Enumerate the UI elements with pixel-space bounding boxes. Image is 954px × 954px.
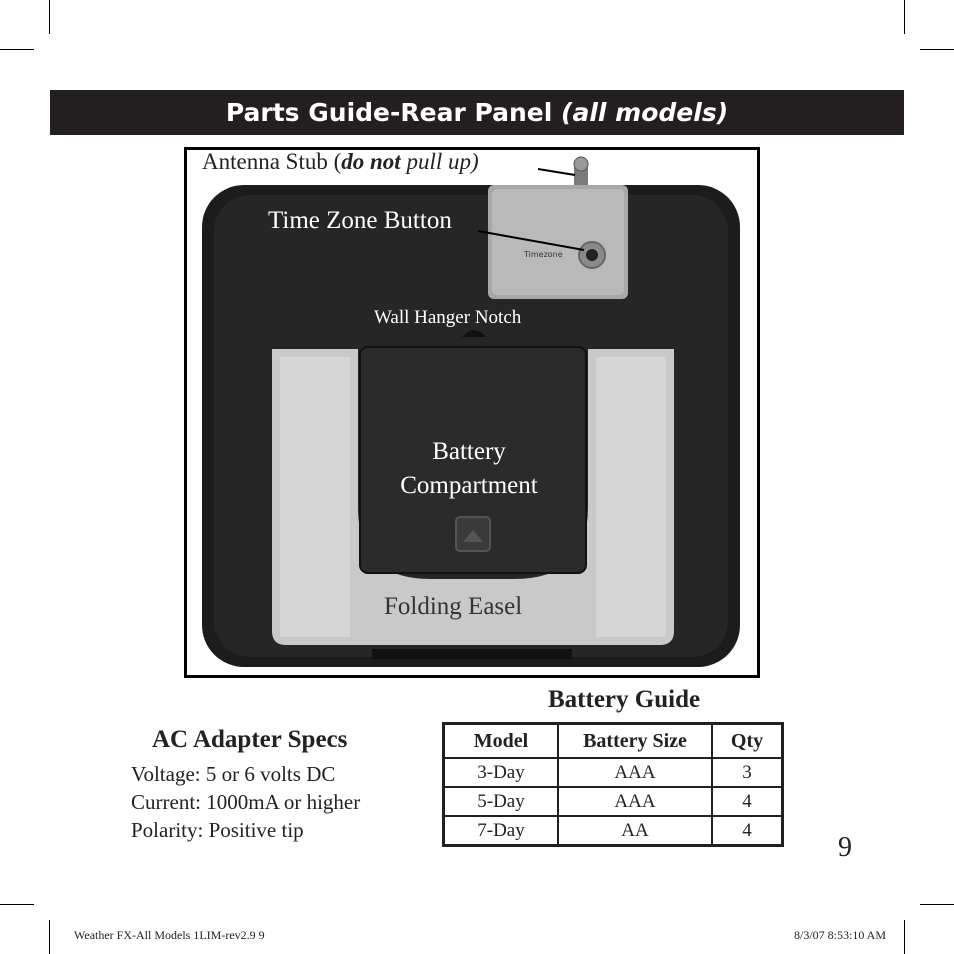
ac-adapter-heading: AC Adapter Specs bbox=[152, 726, 348, 753]
table-row bbox=[444, 787, 783, 816]
table-cell: 5-Day bbox=[444, 787, 559, 816]
footer-right: 8/3/07 8:53:10 AM bbox=[793, 928, 886, 942]
time-zone-button-label: Time Zone Button bbox=[268, 207, 452, 234]
table-cell: AAA bbox=[558, 758, 712, 787]
table-cell: AA bbox=[558, 816, 712, 846]
voltage-spec: Voltage: 5 or 6 volts DC bbox=[131, 762, 336, 786]
antenna-stub-label: Antenna Stub (do not pull up) bbox=[202, 149, 479, 174]
table-cell: AAA bbox=[558, 787, 712, 816]
battery-compartment-label: Battery Compartment bbox=[400, 438, 538, 499]
table-row bbox=[444, 816, 783, 846]
current-spec: Current: 1000mA or higher bbox=[131, 790, 361, 814]
crop-mark bbox=[904, 920, 905, 954]
crop-mark bbox=[0, 904, 34, 905]
table-header-row bbox=[444, 724, 783, 759]
table-cell: 3 bbox=[712, 758, 783, 787]
table-cell: 7-Day bbox=[444, 816, 559, 846]
crop-mark bbox=[0, 49, 34, 50]
battery-guide-table bbox=[442, 722, 784, 847]
table-row bbox=[444, 758, 783, 787]
table-cell: 3-Day bbox=[444, 758, 559, 787]
table-cell: 4 bbox=[712, 816, 783, 846]
rear-panel-photo bbox=[184, 147, 760, 678]
crop-mark bbox=[49, 0, 50, 34]
column-header-battery-size: Battery Size bbox=[558, 724, 712, 759]
column-header-qty: Qty bbox=[712, 724, 783, 759]
page-title-main: Parts Guide-Rear Panel bbox=[225, 98, 562, 127]
page-title bbox=[50, 90, 904, 135]
page-number: 9 bbox=[838, 832, 852, 863]
wall-hanger-notch-label: Wall Hanger Notch bbox=[374, 307, 522, 328]
crop-mark bbox=[920, 904, 954, 905]
footer-left: Weather FX-All Models 1LIM-rev2.9 9 bbox=[74, 928, 265, 942]
battery-guide-heading: Battery Guide bbox=[548, 686, 701, 713]
crop-mark bbox=[49, 920, 50, 954]
column-header-model: Model bbox=[444, 724, 559, 759]
timezone-printed-label: Timezone bbox=[524, 250, 563, 259]
folding-easel-label: Folding Easel bbox=[384, 593, 523, 620]
crop-mark bbox=[904, 0, 905, 34]
crop-mark bbox=[920, 49, 954, 50]
table-cell: 4 bbox=[712, 787, 783, 816]
page-title-italic: (all models) bbox=[561, 98, 729, 127]
polarity-spec: Polarity: Positive tip bbox=[131, 818, 304, 842]
